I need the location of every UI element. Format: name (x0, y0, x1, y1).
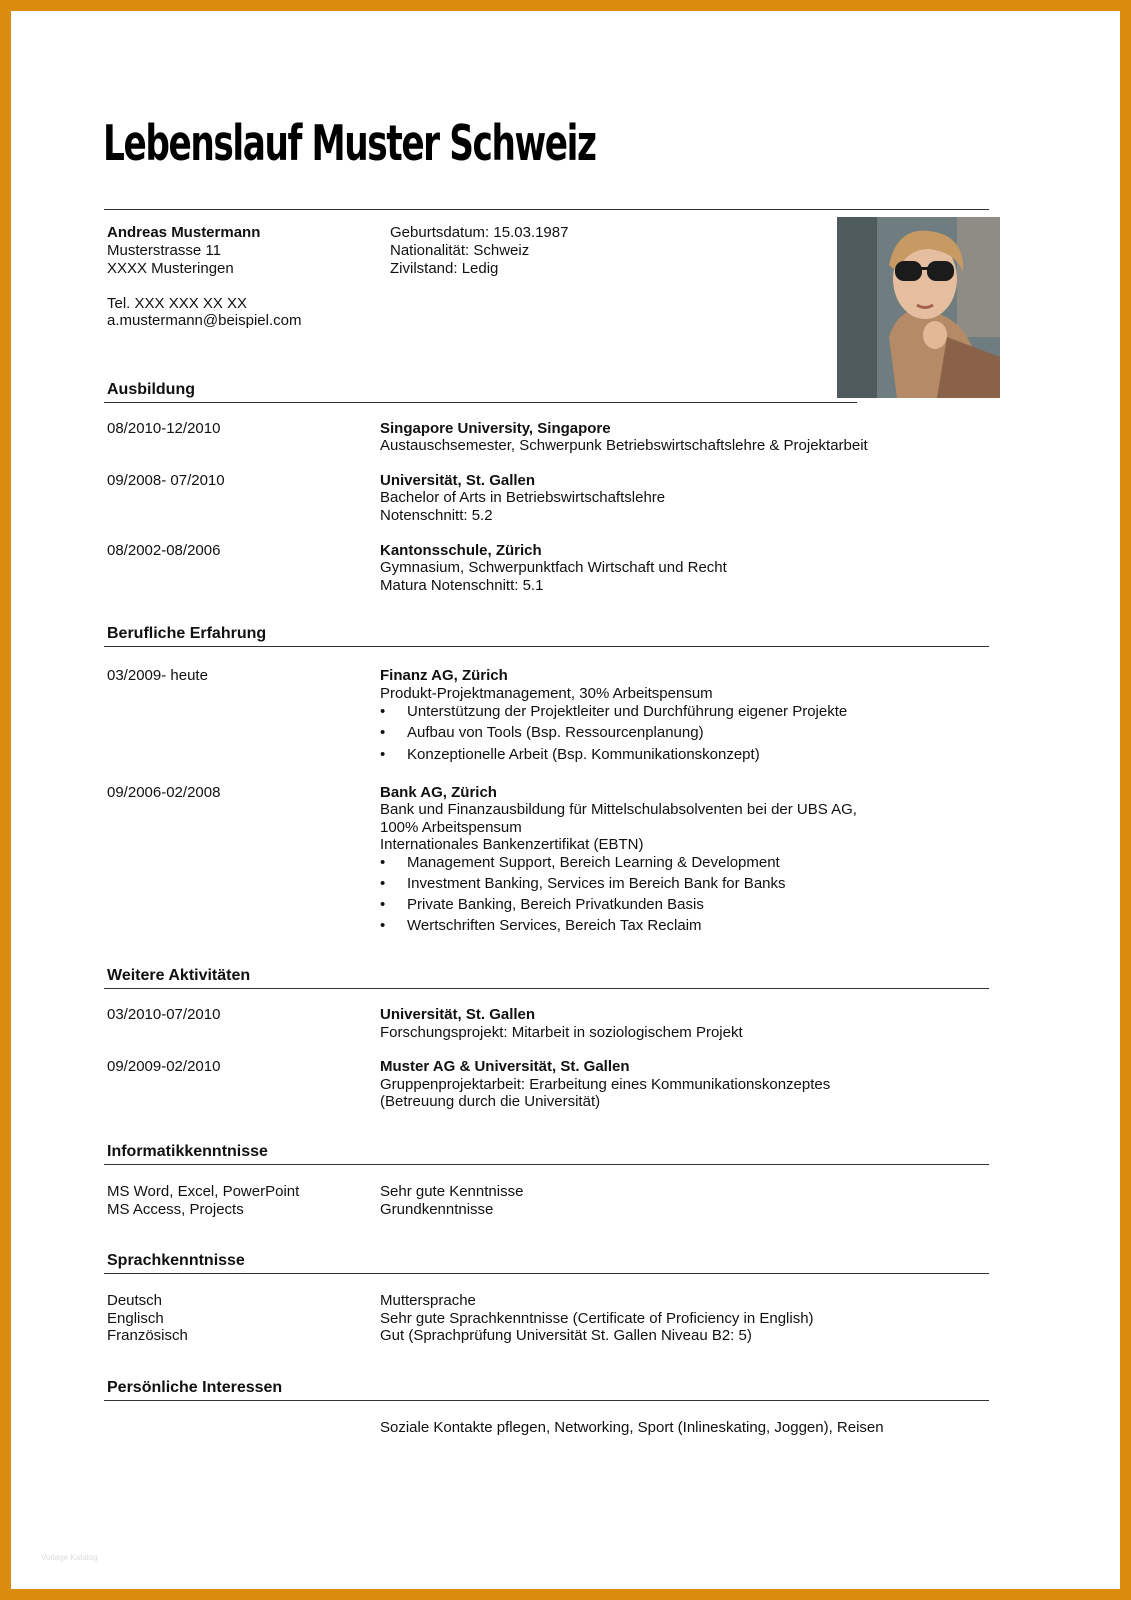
education-divider (104, 402, 857, 403)
language-name: Englisch (107, 1310, 164, 1327)
bullet-icon: • (380, 896, 386, 913)
experience-date: 03/2009- heute (107, 667, 208, 684)
education-institution: Kantonsschule, Zürich (380, 542, 542, 559)
bullet-text: Private Banking, Bereich Privatkunden Basis (407, 896, 704, 913)
bullet-icon: • (380, 703, 386, 720)
section-heading-languages: Sprachkenntnisse (107, 1252, 245, 1269)
language-name: Deutsch (107, 1292, 163, 1309)
section-heading-experience: Berufliche Erfahrung (107, 625, 267, 642)
language-level: Gut (Sprachprüfung Universität St. Gallen Niveau B2: 5) (380, 1327, 752, 1344)
language-level: Muttersprache (380, 1292, 476, 1309)
activity-date: 09/2009-02/2010 (107, 1058, 221, 1075)
it-skills-divider (104, 1164, 989, 1165)
document-title: Lebenslauf Muster Schweiz (103, 115, 596, 172)
section-heading-it-skills: Informatikkenntnisse (107, 1143, 268, 1160)
education-detail: Notenschnitt: 5.2 (380, 507, 493, 524)
bullet-text: Wertschriften Services, Bereich Tax Reclaim (407, 917, 702, 934)
experience-detail: 100% Arbeitspensum (380, 819, 522, 836)
bullet-icon: • (380, 854, 386, 871)
bullet-text: Unterstützung der Projektleiter und Durchführung eigener Projekte (407, 703, 848, 720)
experience-detail: Produkt-Projektmanagement, 30% Arbeitspensum (380, 685, 713, 702)
education-institution: Universität, St. Gallen (380, 472, 536, 489)
profile-photo (837, 217, 1000, 398)
activity-detail: (Betreuung durch die Universität) (380, 1093, 601, 1110)
experience-detail: Internationales Bankenzertifikat (EBTN) (380, 836, 644, 853)
experience-date: 09/2006-02/2008 (107, 784, 221, 801)
it-skill-label: MS Access, Projects (107, 1201, 244, 1218)
section-heading-activities: Weitere Aktivitäten (107, 967, 251, 984)
person-civil-status: Zivilstand: Ledig (390, 260, 499, 277)
education-date: 08/2002-08/2006 (107, 542, 221, 559)
interests-divider (104, 1400, 989, 1401)
person-name: Andreas Mustermann (107, 224, 261, 241)
activity-institution: Muster AG & Universität, St. Gallen (380, 1058, 630, 1075)
activity-detail: Gruppenprojektarbeit: Erarbeitung eines Kommunikationskonzeptes (380, 1076, 831, 1093)
experience-detail: Bank und Finanzausbildung für Mittelschulabsolventen bei der UBS AG, (380, 801, 857, 818)
languages-divider (104, 1273, 989, 1274)
bullet-text: Aufbau von Tools (Bsp. Ressourcenplanung) (407, 724, 704, 741)
bullet-text: Investment Banking, Services im Bereich Bank for Banks (407, 875, 786, 892)
person-city: XXXX Musteringen (107, 260, 234, 277)
bullet-icon: • (380, 746, 386, 763)
person-email: a.mustermann@beispiel.com (107, 312, 302, 329)
experience-company: Bank AG, Zürich (380, 784, 497, 801)
education-institution: Singapore University, Singapore (380, 420, 611, 437)
activities-divider (104, 988, 989, 989)
experience-divider (104, 646, 989, 647)
it-skill-label: MS Word, Excel, PowerPoint (107, 1183, 300, 1200)
bullet-icon: • (380, 724, 386, 741)
interests-text: Soziale Kontakte pflegen, Networking, Sport (Inlineskating, Joggen), Reisen (380, 1419, 884, 1436)
activity-detail: Forschungsprojekt: Mitarbeit in soziologischem Projekt (380, 1024, 743, 1041)
education-detail: Matura Notenschnitt: 5.1 (380, 577, 544, 594)
person-nationality: Nationalität: Schweiz (390, 242, 530, 259)
person-phone: Tel. XXX XXX XX XX (107, 295, 248, 312)
experience-company: Finanz AG, Zürich (380, 667, 508, 684)
activity-date: 03/2010-07/2010 (107, 1006, 221, 1023)
it-skill-level: Grundkenntnisse (380, 1201, 494, 1218)
bullet-text: Management Support, Bereich Learning & Development (407, 854, 780, 871)
bullet-icon: • (380, 875, 386, 892)
person-birthdate: Geburtsdatum: 15.03.1987 (390, 224, 569, 241)
language-name: Französisch (107, 1327, 188, 1344)
section-heading-education: Ausbildung (107, 381, 195, 398)
language-level: Sehr gute Sprachkenntnisse (Certificate of Proficiency in English) (380, 1310, 814, 1327)
education-detail: Bachelor of Arts in Betriebswirtschaftslehre (380, 489, 666, 506)
education-date: 09/2008- 07/2010 (107, 472, 225, 489)
section-heading-interests: Persönliche Interessen (107, 1379, 283, 1396)
education-detail: Austauschsemester, Schwerpunk Betriebswirtschaftslehre & Projektarbeit (380, 437, 868, 454)
bullet-text: Konzeptionelle Arbeit (Bsp. Kommunikationskonzept) (407, 746, 760, 763)
it-skill-level: Sehr gute Kenntnisse (380, 1183, 524, 1200)
person-street: Musterstrasse 11 (107, 242, 221, 259)
title-divider (104, 209, 989, 210)
bullet-icon: • (380, 917, 386, 934)
education-date: 08/2010-12/2010 (107, 420, 221, 437)
watermark: Vorlage Katalog (41, 1553, 98, 1562)
activity-institution: Universität, St. Gallen (380, 1006, 536, 1023)
resume-page (11, 11, 1120, 1589)
education-detail: Gymnasium, Schwerpunktfach Wirtschaft und Recht (380, 559, 727, 576)
